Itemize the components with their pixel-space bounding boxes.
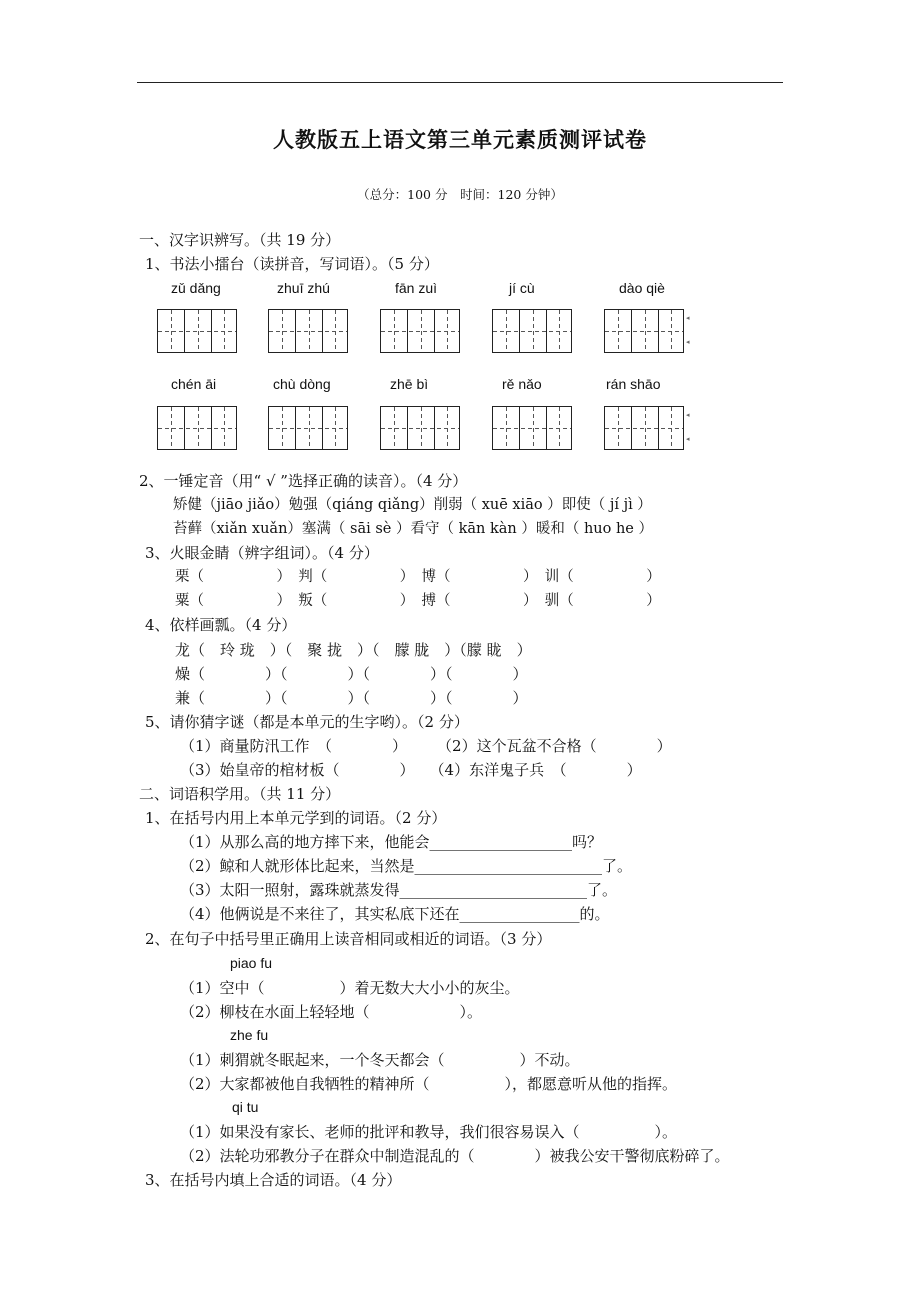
s2-q3-label: 3、在括号内填上合适的词语。（4 分） xyxy=(145,1171,402,1189)
q4-line: 燥（ ）（ ）（ ）（ ） xyxy=(175,665,528,683)
pinyin-label: dào qiè xyxy=(619,280,665,296)
margin-mark: ◂ xyxy=(686,411,690,419)
q5-line: （3）始皇帝的棺材板（ ） （4）东洋鬼子兵 （ ） xyxy=(180,761,642,779)
writing-grid[interactable] xyxy=(492,309,572,353)
pinyin-label: zhuī zhú xyxy=(277,280,330,296)
margin-mark: ◂ xyxy=(686,338,690,346)
sentence-item: （1）如果没有家长、老师的批评和教导，我们很容易误入（ ）。 xyxy=(180,1123,678,1141)
pinyin-label: rán shāo xyxy=(606,376,661,392)
margin-mark: ◂ xyxy=(686,314,690,322)
s2-q2-label: 2、在句子中括号里正确用上读音相同或相近的词语。（3 分） xyxy=(145,930,552,948)
writing-grid[interactable] xyxy=(268,309,348,353)
pinyin-label: rě nǎo xyxy=(502,376,542,392)
q4-line: 龙（ 玲 珑 ）（ 聚 拢 ）（ 朦 胧 ）（朦 眬 ） xyxy=(175,641,532,659)
writing-grid[interactable] xyxy=(604,406,684,450)
writing-grid[interactable] xyxy=(380,309,460,353)
pinyin-label: chén āi xyxy=(171,376,217,392)
q4-line: 兼（ ）（ ）（ ）（ ） xyxy=(175,689,528,707)
q2-line: 苔藓（xiǎn xuǎn）塞满（ sāi sè ）看守（ kān kàn ）暖和（ huo he ） xyxy=(173,521,653,537)
sentence-item: （1）刺猬就冬眠起来，一个冬天都会（ ）不动。 xyxy=(180,1051,580,1069)
q2-line: 矫健（jiāo jiǎo）勉强（qiáng qiǎng）削弱（ xuē xiāo ）即使（ jí jì ） xyxy=(173,497,652,513)
page-title: 人教版五上语文第三单元素质测评试卷 xyxy=(273,127,647,152)
writing-grid[interactable] xyxy=(492,406,572,450)
s2-q1-label: 1、在括号内用上本单元学到的词语。（2 分） xyxy=(145,809,447,827)
fill-blank-item: （4）他俩说是不来往了，其实私底下还在________________的。 xyxy=(180,905,610,923)
q3-label: 3、火眼金睛（辨字组词）。（4 分） xyxy=(145,544,379,562)
sentence-item: （1）空中（ ）着无数大大小小的灰尘。 xyxy=(180,979,520,997)
pinyin-label: fān zuì xyxy=(395,280,438,296)
q5-line: （1）商量防汛工作 （ ） （2）这个瓦盆不合格（ ） xyxy=(180,737,672,755)
pinyin-hint: qi tu xyxy=(232,1099,259,1115)
writing-grid[interactable] xyxy=(604,309,684,353)
sentence-item: （2）大家都被他自我牺牲的精神所（ ），都愿意听从他的指挥。 xyxy=(180,1075,678,1093)
pinyin-label: chù dòng xyxy=(273,376,331,392)
sentence-item: （2）法轮功邪教分子在群众中制造混乱的（ ）被我公安干警彻底粉碎了。 xyxy=(180,1147,730,1165)
writing-grid[interactable] xyxy=(380,406,460,450)
q3-line: 栗（ ） 判（ ） 博（ ） 训（ ） xyxy=(175,569,661,585)
q2-label: 2、一锤定音（用“ √ ”选择正确的读音）。（4 分） xyxy=(139,472,468,490)
top-rule xyxy=(137,82,783,83)
q4-label: 4、依样画瓢。（4 分） xyxy=(145,616,297,634)
section-1-heading: 一、汉字识辨写。（共 19 分） xyxy=(139,231,341,249)
pinyin-label: zǔ dǎng xyxy=(171,280,221,296)
q5-label: 5、请你猜字谜（都是本单元的生字哟）。（2 分） xyxy=(145,713,469,731)
writing-grid[interactable] xyxy=(268,406,348,450)
section-2-heading: 二、词语积学用。（共 11 分） xyxy=(139,785,341,803)
pinyin-label: zhē bì xyxy=(390,376,429,392)
sentence-item: （2）柳枝在水面上轻轻地（ ）。 xyxy=(180,1003,483,1021)
pinyin-hint: piao fu xyxy=(230,955,273,971)
margin-mark: ◂ xyxy=(686,435,690,443)
q1-label: 1、书法小擂台（读拼音，写词语）。（5 分） xyxy=(145,255,439,273)
score-time-info: （总分：100 分 时间：120 分钟） xyxy=(357,187,563,202)
q3-line: 粟（ ） 叛（ ） 搏（ ） 驯（ ） xyxy=(175,593,661,609)
writing-grid[interactable] xyxy=(157,406,237,450)
fill-blank-item: （3）太阳一照射，露珠就蒸发得_________________________了。 xyxy=(180,881,618,899)
writing-grid[interactable] xyxy=(157,309,237,353)
pinyin-label: jí cù xyxy=(509,280,535,296)
fill-blank-item: （2）鲸和人就形体比起来，当然是_________________________了。 xyxy=(180,857,633,875)
pinyin-hint: zhe fu xyxy=(230,1027,269,1043)
fill-blank-item: （1）从那么高的地方摔下来，他能会___________________吗？ xyxy=(180,833,603,851)
